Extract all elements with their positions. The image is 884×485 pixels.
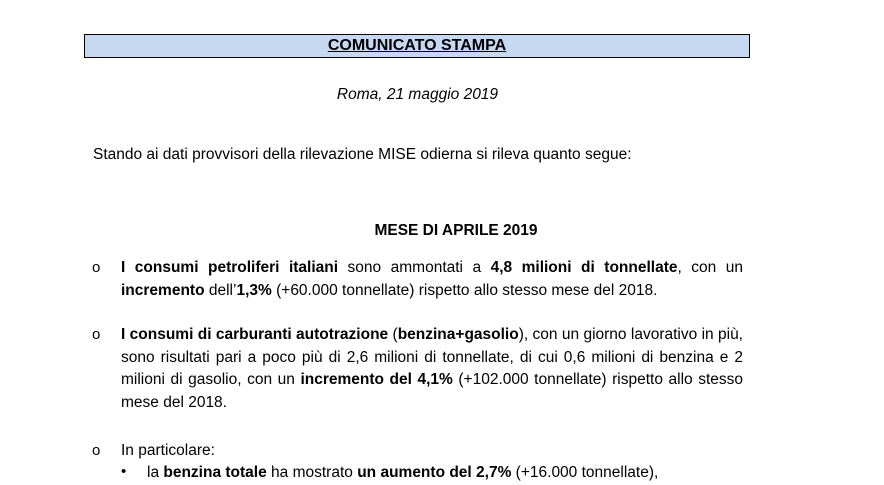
bold-text: incremento del 4,1% bbox=[300, 371, 453, 388]
bullet-marker: o bbox=[92, 259, 101, 276]
bold-text: 4,8 milioni di tonnellate bbox=[490, 259, 678, 276]
text: (+16.000 tonnellate), bbox=[511, 464, 659, 481]
bullet-paragraph-in-particolare bbox=[121, 440, 743, 463]
press-release-title: COMUNICATO STAMPA bbox=[327, 37, 507, 54]
sub-bullet-benzina-totale bbox=[147, 462, 743, 485]
text: ( bbox=[388, 326, 398, 343]
text: sono ammontati a bbox=[338, 259, 491, 276]
text: (+60.000 tonnellate) rispetto allo stesso mese del 2018. bbox=[271, 281, 658, 299]
bold-text: un aumento del 2,7% bbox=[357, 464, 512, 481]
bold-text: 1,3% bbox=[236, 281, 272, 299]
bullet-paragraph-consumi-petroliferi bbox=[121, 257, 743, 302]
bold-text: benzina+gasolio bbox=[397, 326, 519, 343]
section-title: MESE DI APRILE 2019 bbox=[374, 222, 538, 239]
text: , con un bbox=[677, 259, 743, 276]
bold-text: I consumi petroliferi italiani bbox=[121, 259, 339, 276]
bullet-marker: o bbox=[92, 326, 101, 343]
intro-paragraph: Stando ai dati provvisori della rilevazione MISE odierna si rileva quanto segue: bbox=[93, 146, 632, 163]
dateline: Roma, 21 maggio 2019 bbox=[336, 86, 499, 103]
text: In particolare: bbox=[121, 442, 215, 459]
bullet-paragraph-carburanti-autotrazione bbox=[121, 324, 743, 414]
bullet-marker: o bbox=[92, 442, 101, 459]
text: ha mostrato bbox=[266, 464, 358, 481]
text: ), con un giorno lavorativo in più, sono risultati pari a poco più di 2,6 milioni di tonnellate, di cui 0,6 milioni di benzina e 2 milioni di gasolio, con un bbox=[121, 326, 743, 388]
bold-text: benzina totale bbox=[163, 464, 267, 481]
bold-text: I consumi di carburanti autotrazione bbox=[121, 326, 389, 343]
text: (+102.000 tonnellate) rispetto allo stesso mese del 2018. bbox=[121, 371, 743, 411]
sub-bullet-marker: • bbox=[121, 463, 127, 480]
bold-text: incremento bbox=[121, 281, 205, 299]
text: dell’ bbox=[204, 281, 237, 299]
text: la bbox=[147, 464, 164, 481]
press-release-title-box bbox=[84, 34, 750, 58]
